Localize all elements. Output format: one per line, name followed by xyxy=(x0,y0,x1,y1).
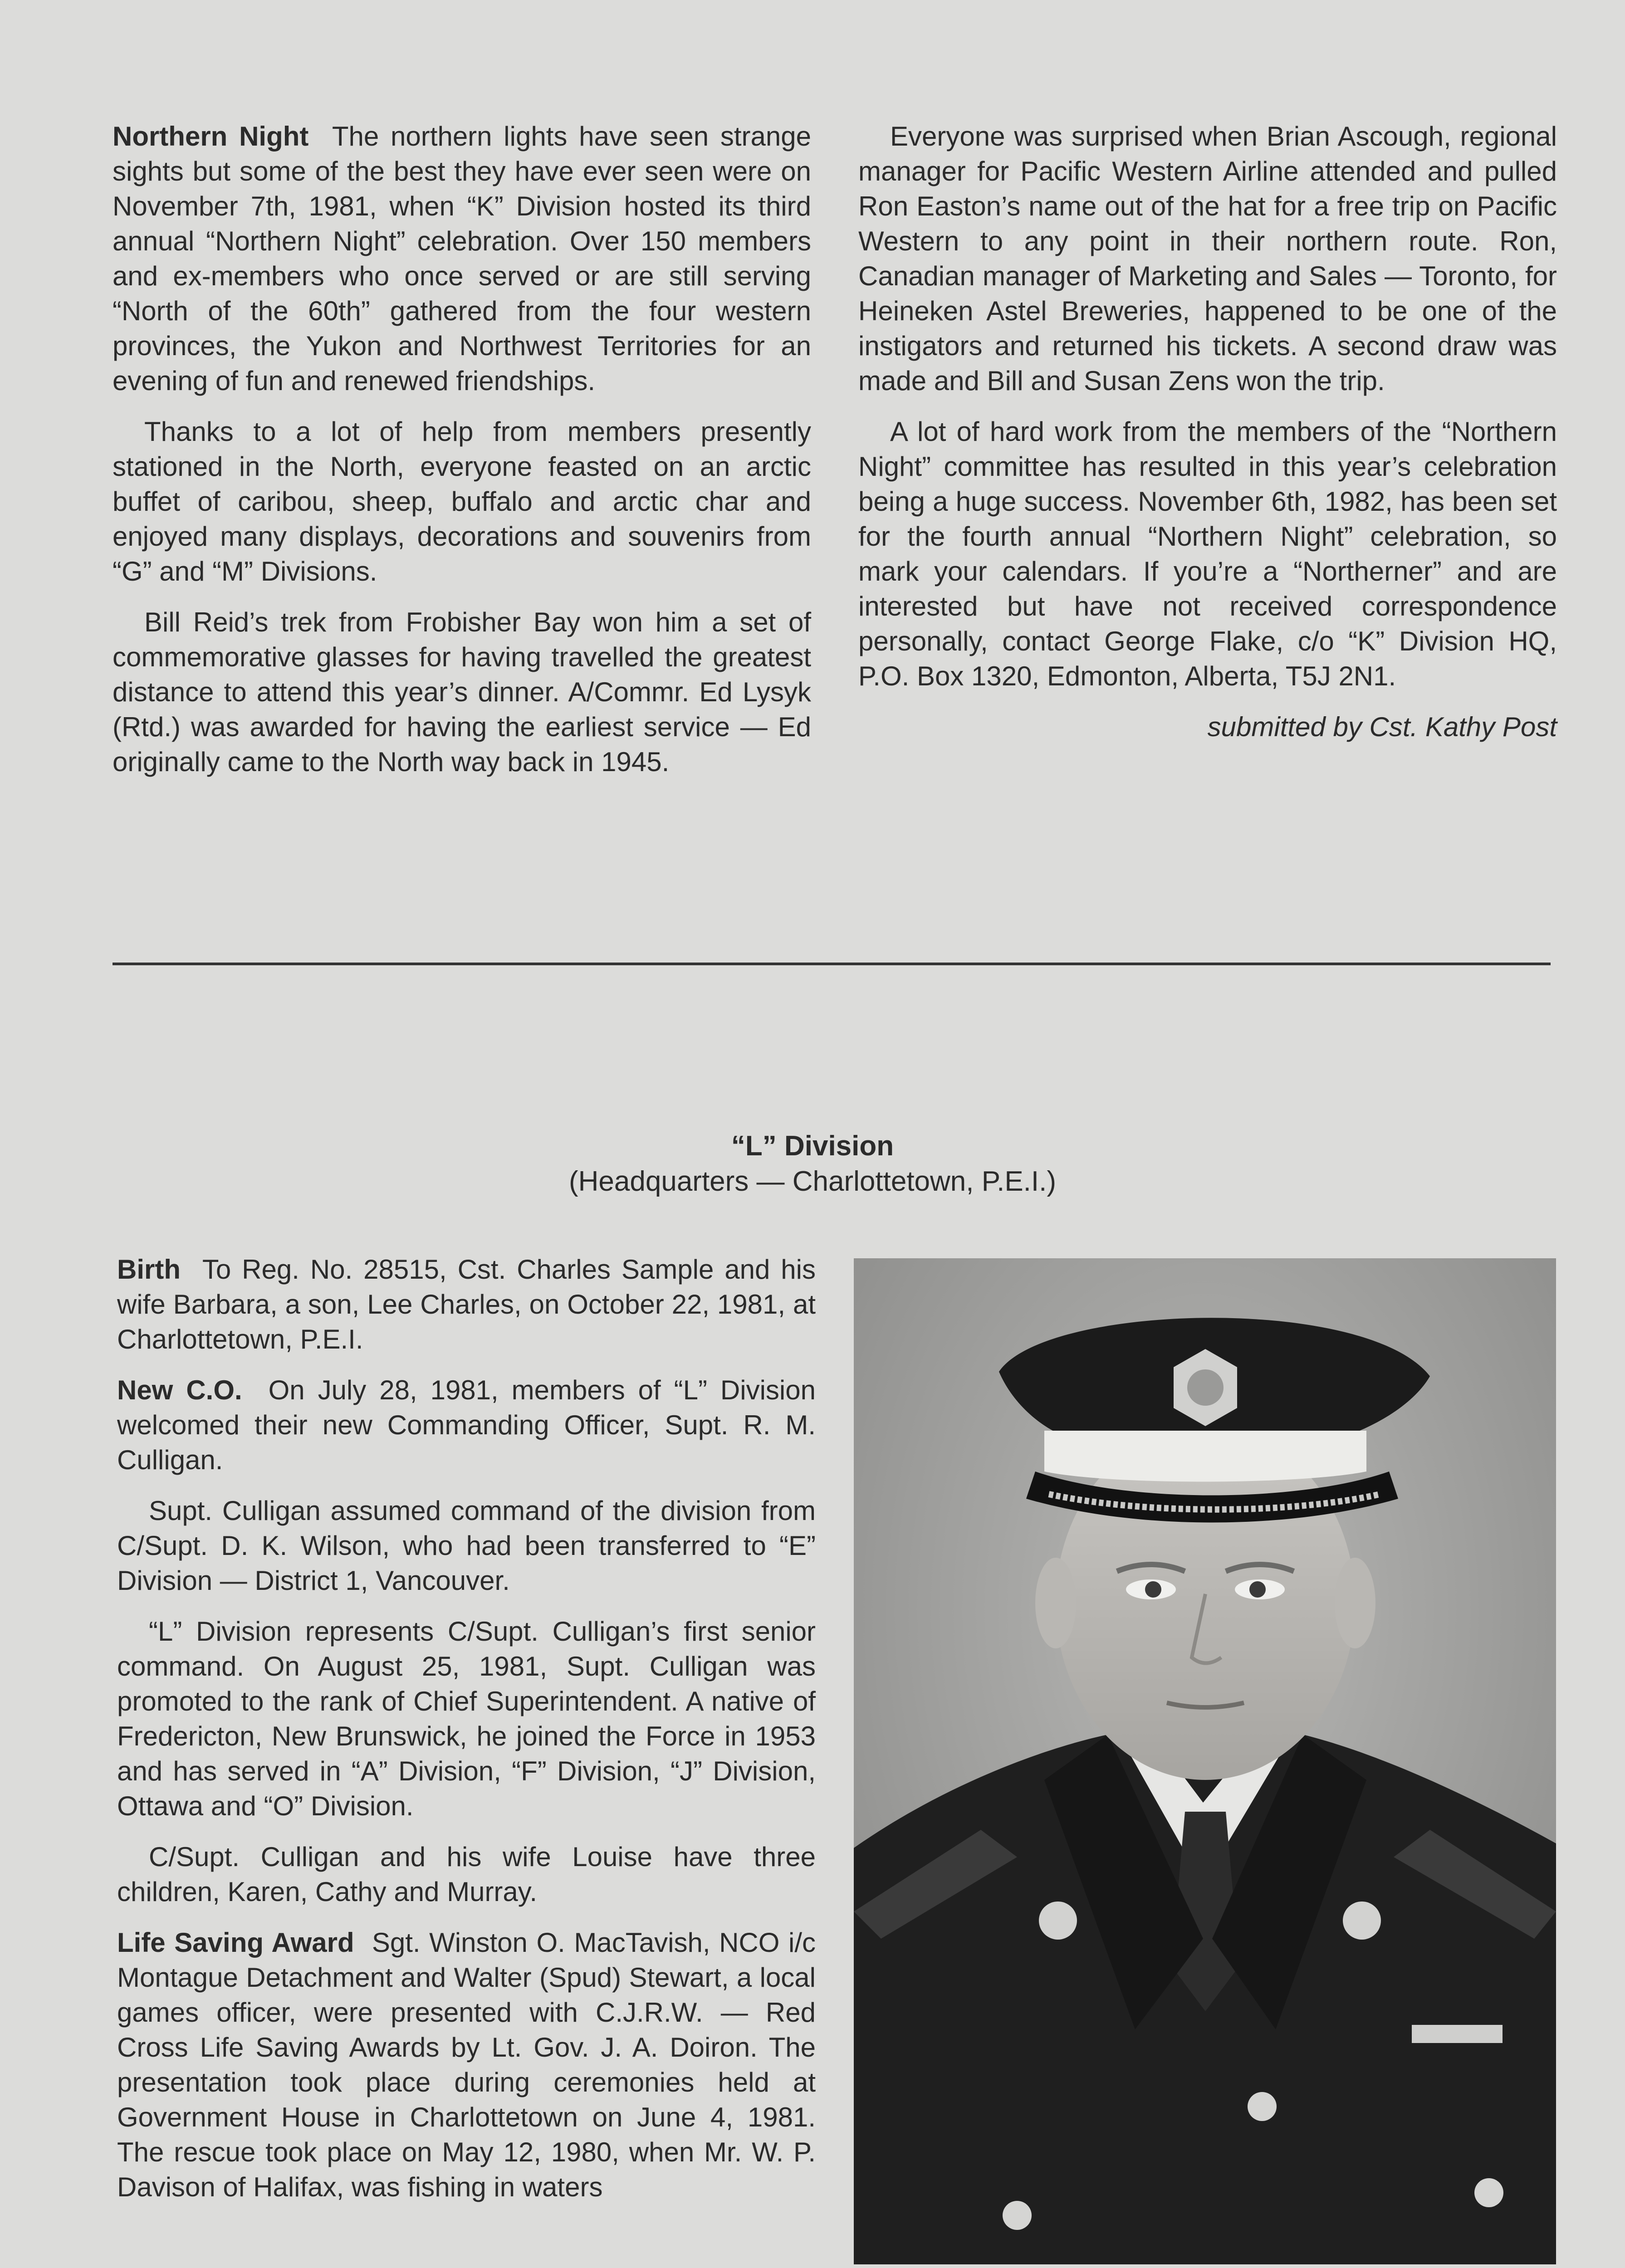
northern-night-column-right xyxy=(858,119,1557,760)
family-text: C/Supt. Culligan and his wife Louise have three children, Karen, Cathy and Murray. xyxy=(117,1842,816,1907)
life-saving-paragraph xyxy=(117,1925,816,2204)
assumed-command-text: Supt. Culligan assumed command of the division from C/Supt. D. K. Wilson, who had been transferred to “E” Division — District 1, Vancouver. xyxy=(117,1496,816,1596)
officer-portrait-photo xyxy=(854,1258,1556,2264)
new-co-text: On July 28, 1981, members of “L” Division welcomed their new Commanding Officer, Supt. R. M. Culligan. xyxy=(117,1375,816,1475)
section-divider xyxy=(113,963,1551,965)
northern-night-text-4: Everyone was surprised when Brian Ascough, regional manager for Pacific Western Airline attended and pulled Ron Easton’s name out of the hat for a free trip on Pacific Western to any point in their northern route. Ron, Canadian manager of Marketing and Sales — Toronto, for Heineken Astel Breweries, happened to be one of the instigators and returned his tickets. A second draw was made and Bill and Susan Zens won the trip. xyxy=(858,121,1557,396)
birth-text: To Reg. No. 28515, Cst. Charles Sample and his wife Barbara, a son, Lee Charles, on October 22, 1981, at Charlottetown, P.E.I. xyxy=(117,1254,816,1354)
new-co-heading: New C.O. xyxy=(117,1375,242,1405)
new-co-paragraph xyxy=(117,1373,816,1477)
section-subtitle: (Headquarters — Charlottetown, P.E.I.) xyxy=(568,1166,1056,1197)
portrait-illustration xyxy=(854,1258,1556,2264)
life-saving-text: Sgt. Winston O. MacTavish, NCO i/c Montague Detachment and Walter (Spud) Stewart, a local games officer, were presented with C.J.R.W. — Red Cross Life Saving Awards by Lt. Gov. J. A. Doiron. The presentation took place during ceremonies held at Government House in Charlottetown on June 4, 1981. The rescue took place on May 12, 1980, when Mr. W. P. Davison of Halifax, was fishing in waters xyxy=(117,1927,816,2202)
life-saving-heading: Life Saving Award xyxy=(117,1927,354,1958)
northern-night-text-5: A lot of hard work from the members of the “Northern Night” committee has resulted in this year’s celebration being a huge success. November 6th, 1982, has been set for the fourth annual “Northern Night” celebration, so mark your calendars. If you’re a “Northerner” and are interested but have not received correspondence personally, contact George Flake, c/o “K” Division HQ, P.O. Box 1320, Edmonton, Alberta, T5J 2N1. xyxy=(858,416,1557,691)
birth-paragraph xyxy=(117,1252,816,1357)
birth-heading: Birth xyxy=(117,1254,181,1285)
section-heading xyxy=(0,1129,1625,1199)
northern-night-column-left xyxy=(113,119,811,795)
section-title: “L” Division xyxy=(731,1130,894,1162)
northern-night-text-2: Thanks to a lot of help from members presently stationed in the North, everyone feasted on an arctic buffet of caribou, sheep, buffalo and arctic char and enjoyed many displays, decorations and souvenirs from “G” and “M” Divisions. xyxy=(113,416,811,587)
l-division-column xyxy=(117,1252,816,2220)
northern-night-paragraph xyxy=(113,119,811,398)
northern-night-heading: Northern Night xyxy=(113,121,309,152)
signature-line: submitted by Cst. Kathy Post xyxy=(1207,712,1557,742)
northern-night-text-3: Bill Reid’s trek from Frobisher Bay won him a set of commemorative glasses for having travelled the greatest distance to attend this year’s dinner. A/Commr. Ed Lysyk (Rtd.) was awarded for having the earliest service — Ed originally came to the North way back in 1945. xyxy=(113,607,811,777)
northern-night-text-1: The northern lights have seen strange sights but some of the best they have ever seen were on November 7th, 1981, when “K” Division hosted its third annual “Northern Night” celebration. Over 150 members and ex-members who once served or are still serving “North of the 60th” gathered from the four western provinces, the Yukon and Northwest Territories for an evening of fun and renewed friendships. xyxy=(113,121,811,396)
senior-command-text: “L” Division represents C/Supt. Culligan’s first senior command. On August 25, 1981, Supt. Culligan was promoted to the rank of Chief Superintendent. A native of Fredericton, New Brunswick, he joined the Force in 1953 and has served in “A” Division, “F” Division, “J” Division, Ottawa and “O” Division. xyxy=(117,1616,816,1821)
